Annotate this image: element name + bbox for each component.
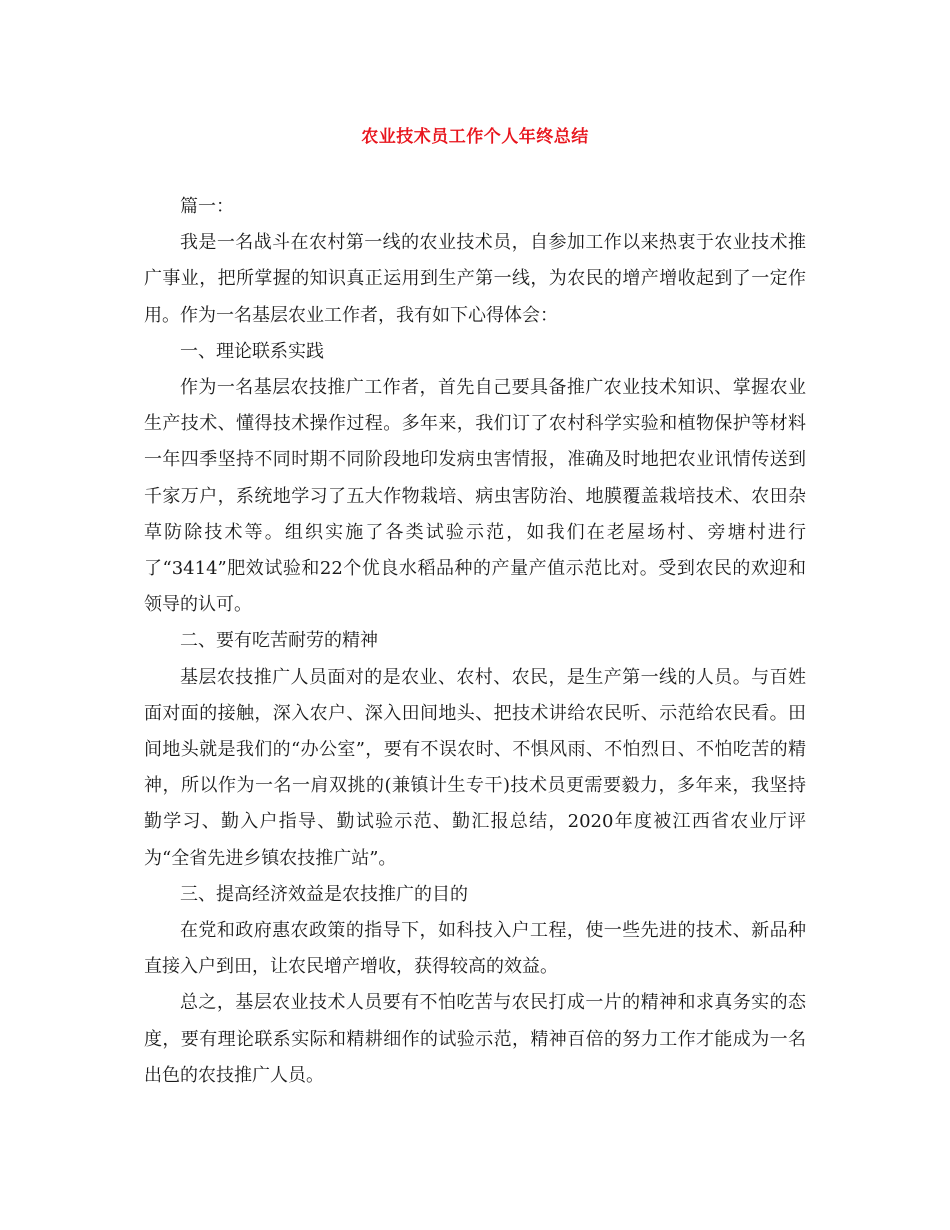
paragraph-part-label: 篇一： [180, 196, 234, 217]
document-body [144, 189, 806, 1094]
section-heading-1: 一、理论联系实践 [180, 340, 324, 362]
document-title: 农业技术员工作个人年终总结 [361, 127, 589, 147]
section-heading-2: 二、要有吃苦耐劳的精神 [180, 630, 378, 652]
section-heading-3: 三、提高经济效益是农技推广的目的 [180, 883, 468, 905]
paragraph-section-2: 基层农技推广人员面对的是农业、农村、农民，是生产第一线的人员。与百姓面对面的接触，深入农户、深入田间地头、把技术讲给农民听、示范给农民看。田间地头就是我们的“办公室”，要有不误农时、不惧风雨、不怕烈日、不怕吃苦的精神，所以作为一名一肩双挑的(兼镇计生专干)技术员更需要毅力，多年来，我坚持勤学习、勤入户指导、勤试验示范、勤汇报总结，2020年度被江西省农业厅评为“全省先进乡镇农技推广站”。 [144, 666, 806, 869]
paragraph-intro: 我是一名战斗在农村第一线的农业技术员，自参加工作以来热衷于农业技术推广事业，把所掌握的知识真正运用到生产第一线，为农民的增产增收起到了一定作用。作为一名基层农业工作者，我有如下心得体会： [144, 232, 806, 326]
paragraph-section-1: 作为一名基层农技推广工作者，首先自己要具备推广农业技术知识、掌握农业生产技术、懂得技术操作过程。多年来，我们订了农村科学实验和植物保护等材料一年四季坚持不同时期不同阶段地印发病虫害情报，准确及时地把农业讯情传送到千家万户，系统地学习了五大作物栽培、病虫害防治、地膜覆盖栽培技术、农田杂草防除技术等。组织实施了各类试验示范，如我们在老屋场村、旁塘村进行了“3414”肥效试验和22个优良水稻品种的产量产值示范比对。受到农民的欢迎和领导的认可。 [144, 377, 806, 616]
paragraph-section-3: 在党和政府惠农政策的指导下，如科技入户工程，使一些先进的技术、新品种直接入户到田，让农民增产增收，获得较高的效益。 [144, 920, 806, 978]
paragraph-conclusion: 总之，基层农业技术人员要有不怕吃苦与农民打成一片的精神和求真务实的态度，要有理论联系实际和精耕细作的试验示范，精神百倍的努力工作才能成为一名出色的农技推广人员。 [144, 992, 806, 1086]
